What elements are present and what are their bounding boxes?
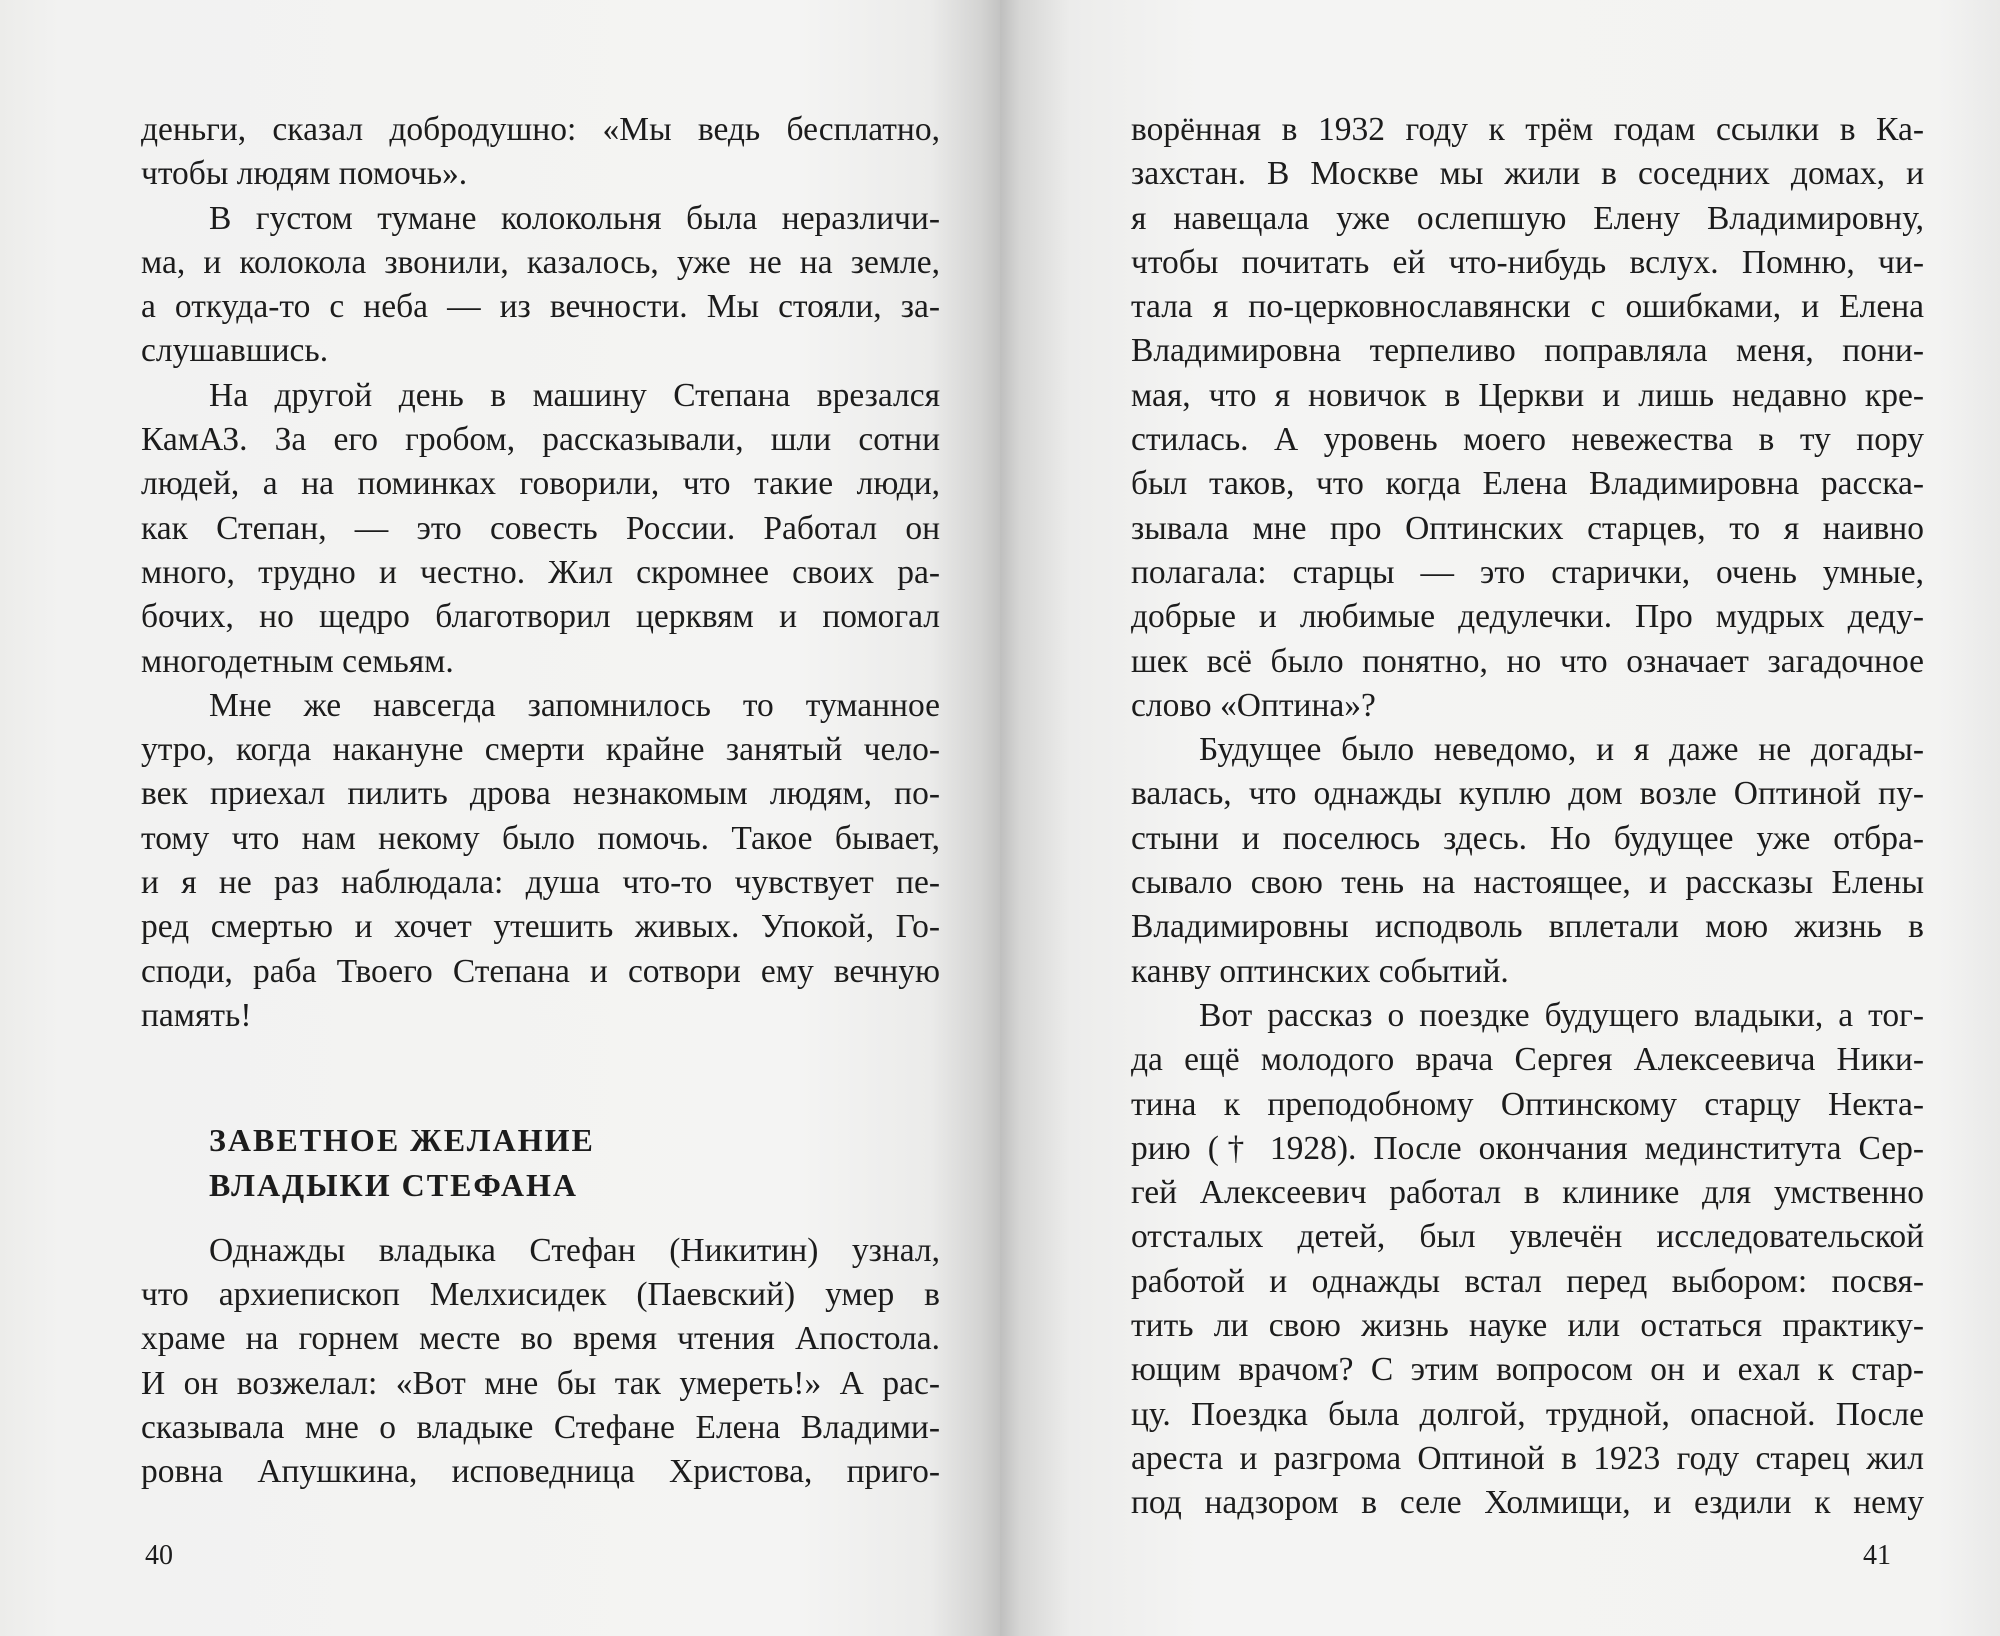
text-line: Будущее было неведомо, и я даже не догады-	[1199, 731, 1924, 769]
text-line: полагала: старцы — это старички, очень умные,	[1131, 553, 1924, 591]
text-line: был таков, что когда Елена Владимировна расска-	[1131, 465, 1924, 503]
text-line: мая, что я новичок в Церкви и лишь недавно кре-	[1131, 376, 1924, 414]
text-line: Однажды владыка Стефан (Никитин) узнал,	[209, 1231, 940, 1269]
text-line: сказывала мне о владыке Стефане Елена Владими-	[141, 1409, 940, 1447]
text-line: слушавшись.	[141, 332, 329, 370]
text-line: сывало свою тень на настоящее, и рассказы Елены	[1131, 864, 1924, 902]
section-heading: ВЛАДЫКИ СТЕФАНА	[209, 1166, 578, 1203]
text-line: память!	[141, 996, 252, 1034]
text-line: зывала мне про Оптинских старцев, то я наивно	[1131, 509, 1924, 547]
text-line: шек всё было понятно, но что означает загадочное	[1131, 642, 1924, 680]
text-line: ма, и колокола звонили, казалось, уже не на земле,	[141, 243, 940, 281]
text-line: тина к преподобному Оптинскому старцу Некта-	[1131, 1085, 1924, 1123]
text-line: тому что нам некому было помочь. Такое бывает,	[141, 819, 940, 857]
page-number: 40	[145, 1540, 173, 1571]
text-line: много, трудно и честно. Жил скромнее своих ра-	[141, 553, 940, 591]
text-line: да ещё молодого врача Сергея Алексеевича Ники-	[1131, 1041, 1924, 1079]
text-line: отсталых детей, был увлечён исследовательской	[1131, 1218, 1924, 1256]
text-line: В густом тумане колокольня была неразличи-	[209, 199, 940, 237]
text-line: слово «Оптина»?	[1131, 686, 1376, 724]
text-line: КамАЗ. За его гробом, рассказывали, шли сотни	[141, 421, 940, 459]
text-line: ред смертью и хочет утешить живых. Упокой, Го-	[141, 908, 940, 946]
text-line: Владимировны исподволь вплетали мою жизнь в	[1131, 908, 1924, 946]
text-line: споди, раба Твоего Степана и сотвори ему вечную	[141, 952, 940, 990]
text-line: а откуда-то с неба — из вечности. Мы стояли, за-	[141, 288, 940, 326]
heading-gap	[141, 1207, 940, 1229]
text-line: валась, что однажды куплю дом возле Оптиной пу-	[1131, 775, 1924, 813]
text-line: стилась. А уровень моего невежества в ту пору	[1131, 421, 1924, 459]
right-page	[1000, 0, 2000, 1636]
text-line: чтобы людям помочь».	[141, 155, 468, 193]
text-line: Владимировна терпеливо поправляла меня, пони-	[1131, 332, 1924, 370]
text-line: ареста и разгрома Оптиной в 1923 году старец жил	[1131, 1439, 1924, 1477]
text-line: стыни и поселюсь здесь. Но будущее уже отбра-	[1131, 819, 1924, 857]
text-line: Мне же навсегда запомнилось то туманное	[209, 686, 940, 724]
text-line: ворённая в 1932 году к трём годам ссылки в Ка-	[1131, 111, 1924, 148]
text-line: я навещала уже ослепшую Елену Владимировну,	[1131, 199, 1924, 237]
text-line: тить ли свою жизнь науке или остаться практику-	[1131, 1307, 1924, 1345]
left-page-text	[141, 108, 940, 1495]
text-line: рию († 1928). После окончания мединститута Сер-	[1131, 1129, 1924, 1167]
section-gap	[141, 1038, 940, 1118]
text-line: работой и однажды встал перед выбором: посвя-	[1131, 1262, 1924, 1300]
text-line: ровна Апушкина, исповедница Христова, приго-	[141, 1453, 940, 1491]
text-line: бочих, но щедро благотворил церквям и помогал	[141, 598, 940, 636]
text-line: На другой день в машину Степана врезался	[209, 376, 940, 414]
right-page-text	[1131, 108, 1924, 1526]
text-line: канву оптинских событий.	[1131, 952, 1509, 990]
text-line: храме на горнем месте во время чтения Апостола.	[141, 1320, 940, 1358]
text-line: И он возжелал: «Вот мне бы так умереть!» А рас-	[141, 1364, 940, 1402]
text-line: ющим врачом? С этим вопросом он и ехал к стар-	[1131, 1351, 1924, 1389]
page-number: 41	[1863, 1540, 1891, 1571]
text-line: чтобы почитать ей что-нибудь вслух. Помню, чи-	[1131, 243, 1924, 281]
text-line: век приехал пилить дрова незнакомым людям, по-	[141, 775, 940, 813]
text-line: добрые и любимые дедулечки. Про мудрых деду-	[1131, 598, 1924, 636]
text-line: многодетным семьям.	[141, 642, 454, 680]
text-line: людей, а на поминках говорили, что такие люди,	[141, 465, 940, 503]
text-line: Вот рассказ о поездке будущего владыки, а тог-	[1199, 996, 1924, 1034]
section-heading: ЗАВЕТНОЕ ЖЕЛАНИЕ	[209, 1122, 595, 1159]
text-line: утро, когда накануне смерти крайне занятый чело-	[141, 731, 940, 769]
text-line: что архиепископ Мелхисидек (Паевский) умер в	[141, 1276, 940, 1314]
text-line: как Степан, — это совесть России. Работал он	[141, 509, 940, 547]
text-line: гей Алексеевич работал в клинике для умственно	[1131, 1174, 1924, 1212]
text-line: захстан. В Москве мы жили в соседних домах, и	[1131, 155, 1924, 193]
text-line: и я не раз наблюдала: душа что-то чувствует пе-	[141, 864, 940, 902]
text-line: цу. Поездка была долгой, трудной, опасной. После	[1131, 1395, 1924, 1433]
text-line: тала я по-церковнославянски с ошибками, и Елена	[1131, 288, 1924, 326]
text-line: деньги, сказал добродушно: «Мы ведь бесплатно,	[141, 111, 940, 148]
text-line: под надзором в селе Холмищи, и ездили к нему	[1131, 1484, 1924, 1522]
